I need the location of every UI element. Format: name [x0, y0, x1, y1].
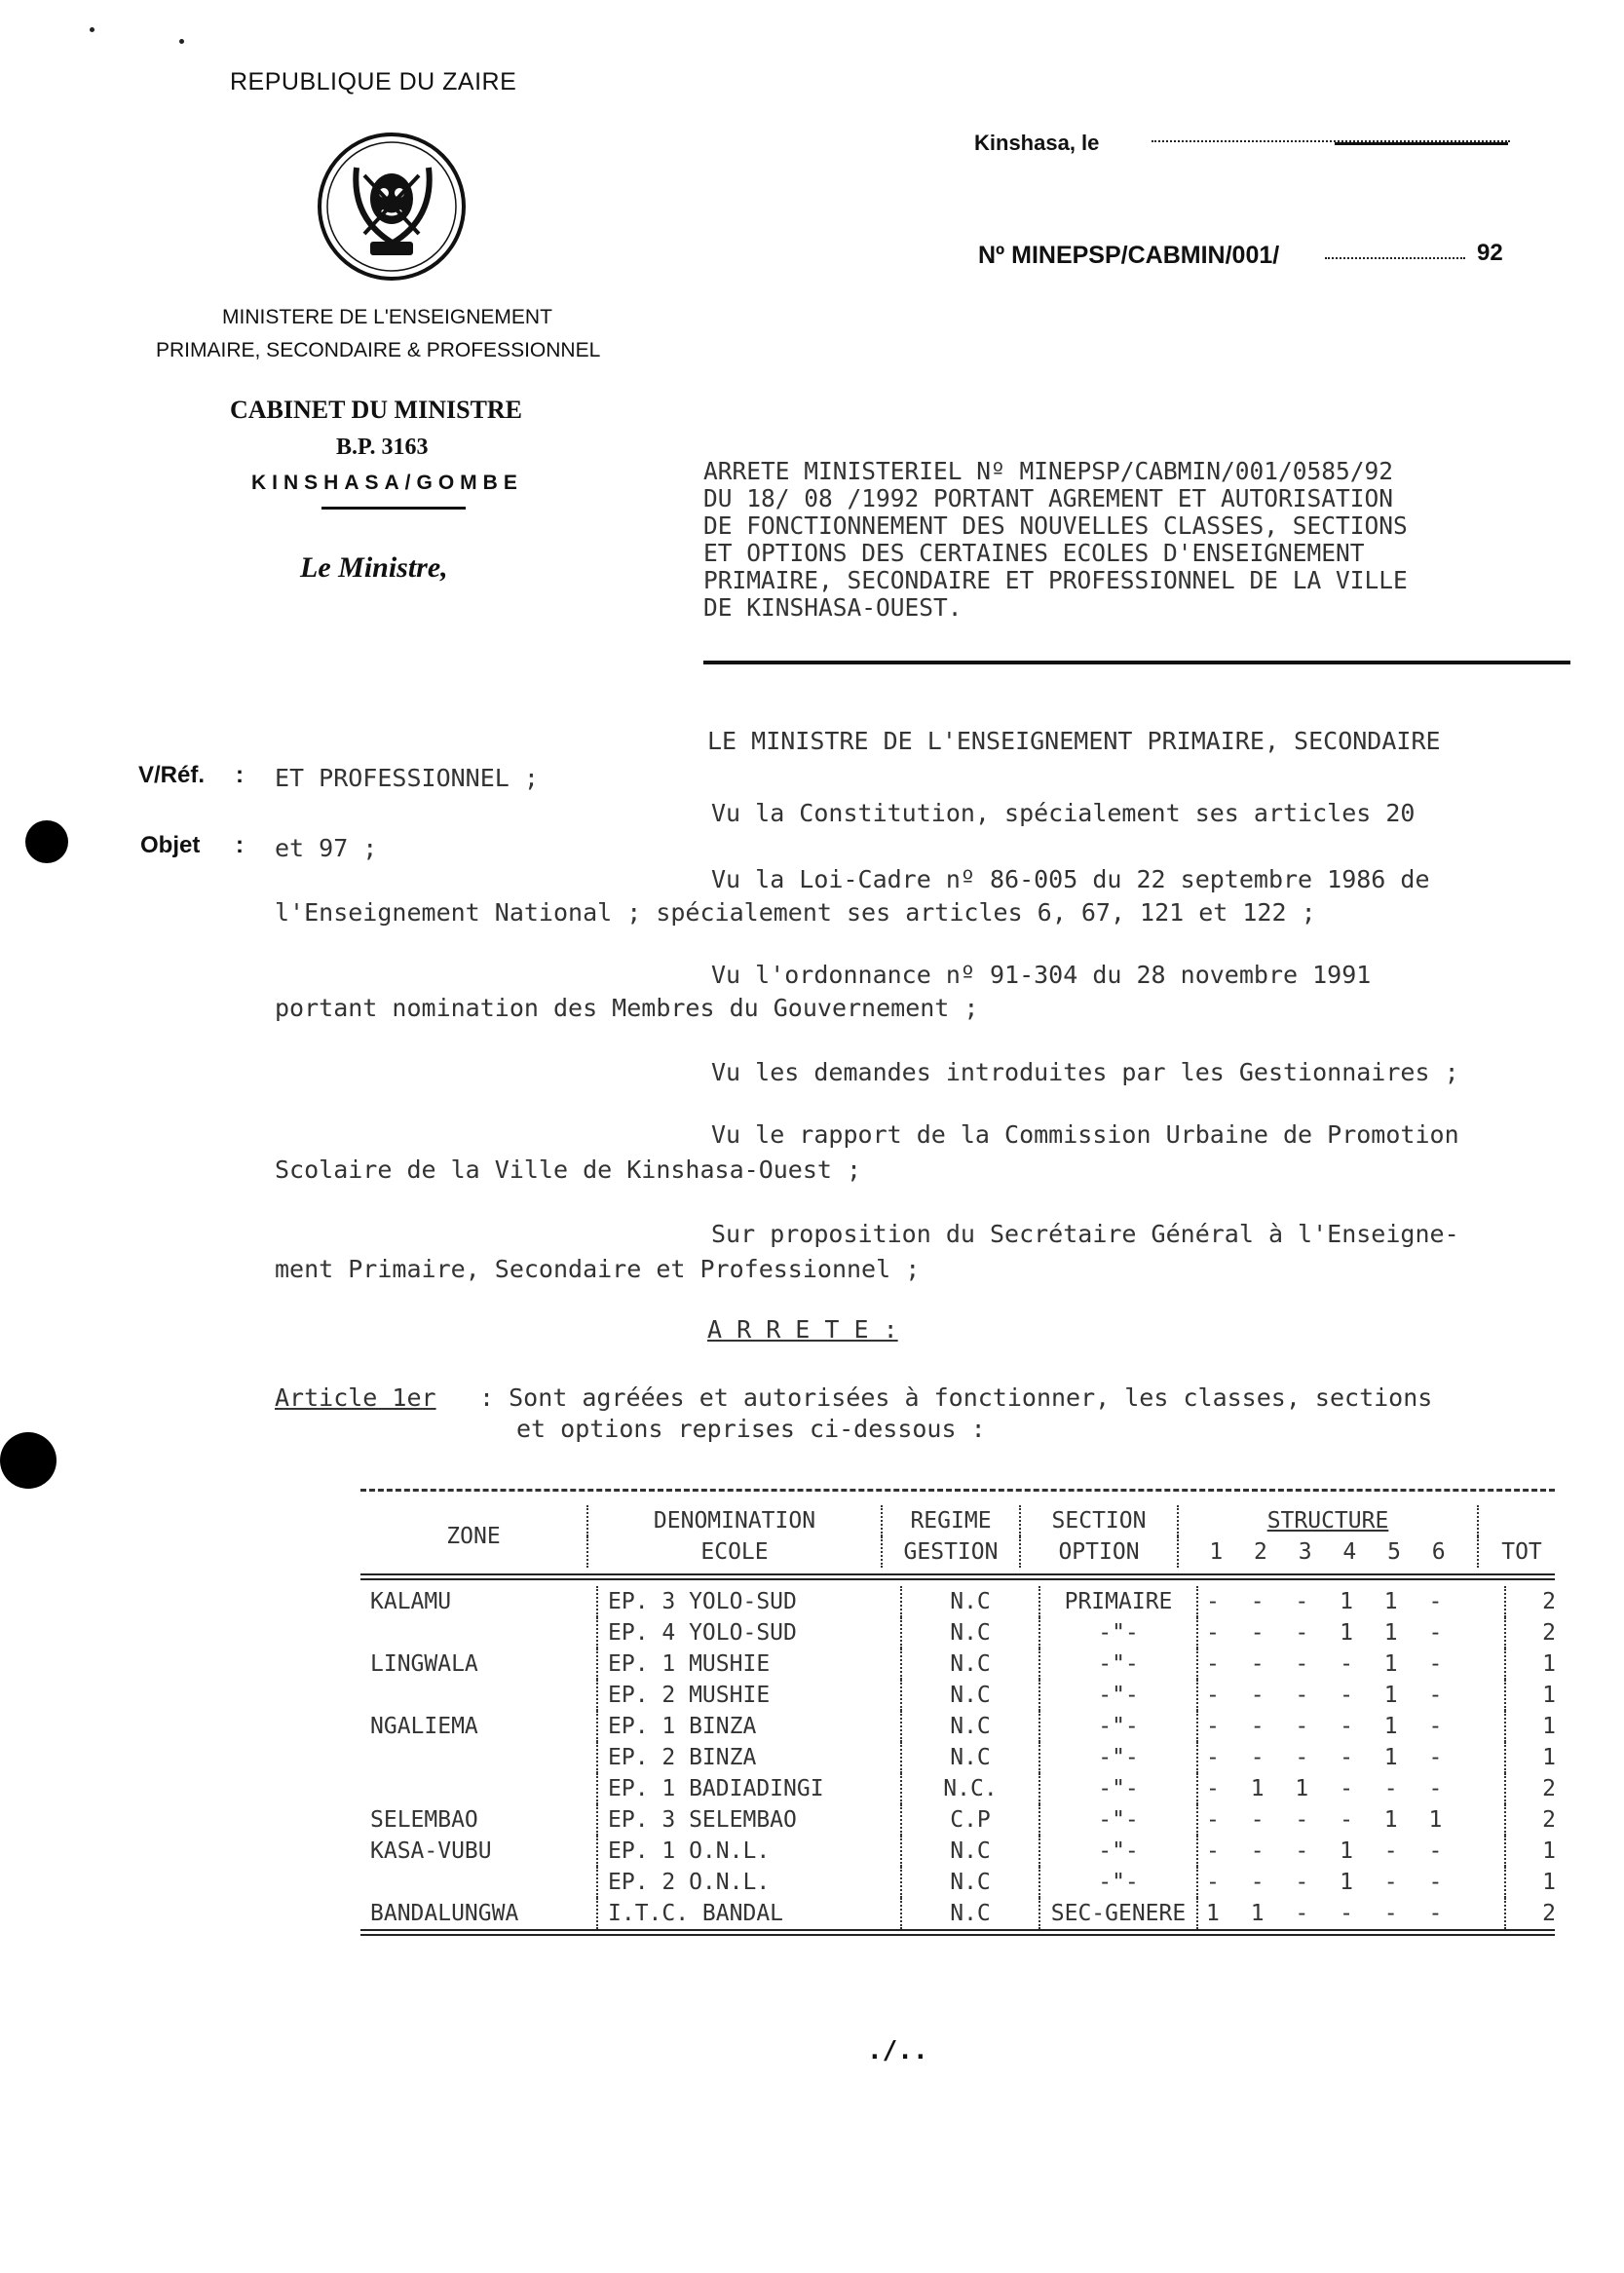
body-p6-left: Scolaire de la Ville de Kinshasa-Ouest ; [275, 1155, 862, 1184]
row-structure: - - - - 1 - [1197, 1742, 1505, 1773]
row-section: -"- [1039, 1711, 1197, 1742]
row-section: -"- [1039, 1836, 1197, 1867]
row-ecole: EP. 3 YOLO-SUD [597, 1586, 901, 1617]
row-zone [360, 1773, 597, 1804]
body-p7-left: ment Primaire, Secondaire et Professionnel ; [275, 1255, 921, 1283]
row-structure: - - - - 1 - [1197, 1711, 1505, 1742]
row-ecole: EP. 4 YOLO-SUD [597, 1617, 901, 1648]
body-p2-right: Vu la Constitution, spécialement ses articles 20 [711, 799, 1416, 827]
row-ecole: EP. 2 MUSHIE [597, 1680, 901, 1711]
row-tot: 1 [1505, 1836, 1592, 1867]
table-header [360, 1505, 1565, 1568]
row-regime: N.C [901, 1617, 1039, 1648]
coat-of-arms-emblem [314, 129, 470, 284]
row-zone [360, 1617, 597, 1648]
row-tot: 1 [1505, 1648, 1592, 1680]
row-ecole: EP. 2 BINZA [597, 1742, 901, 1773]
reference-number: Nº MINEPSP/CABMIN/001/ [978, 242, 1280, 269]
row-regime: N.C [901, 1898, 1039, 1929]
row-zone: KALAMU [370, 1589, 452, 1614]
row-structure: - - - - 1 1 [1197, 1804, 1505, 1836]
row-structure: - - - - 1 - [1197, 1648, 1505, 1680]
table-row [360, 1617, 1592, 1648]
row-tot: 1 [1505, 1711, 1592, 1742]
body-p3-left: l'Enseignement National ; spécialement ses articles 6, 67, 121 et 122 ; [275, 898, 1316, 927]
body-p1-right: LE MINISTRE DE L'ENSEIGNEMENT PRIMAIRE, SECONDAIRE [707, 727, 1441, 755]
row-section: -"- [1039, 1804, 1197, 1836]
row-ecole: EP. 1 BINZA [597, 1711, 901, 1742]
row-structure: - - - 1 1 - [1197, 1617, 1505, 1648]
table-row [360, 1836, 1592, 1867]
header-regime: REGIME [882, 1505, 1020, 1536]
row-regime: N.C [901, 1586, 1039, 1617]
row-section: -"- [1039, 1617, 1197, 1648]
header-ecole: ECOLE [587, 1536, 882, 1568]
table-header-rule [360, 1573, 1555, 1580]
speck-mark [90, 27, 94, 32]
date-solid-line [1335, 142, 1508, 145]
row-regime: N.C [901, 1836, 1039, 1867]
table-bottom-rule [360, 1929, 1555, 1936]
objet-colon: : [236, 832, 244, 858]
table-row [360, 1680, 1592, 1711]
row-ecole: EP. 1 BADIADINGI [597, 1773, 901, 1804]
row-tot: 1 [1505, 1742, 1592, 1773]
header-zone: ZONE [446, 1524, 501, 1549]
punch-hole-mark [25, 820, 68, 863]
table-row [360, 1742, 1592, 1773]
reference-dotted-line [1325, 257, 1465, 259]
row-zone: NGALIEMA [370, 1714, 478, 1739]
schools-table [360, 1489, 1555, 1936]
row-section: -"- [1039, 1742, 1197, 1773]
table-row [360, 1867, 1592, 1898]
ministry-line-2: PRIMAIRE, SECONDAIRE & PROFESSIONNEL [156, 339, 601, 361]
header-gestion: GESTION [882, 1536, 1020, 1568]
city-line: KINSHASA/GOMBE [251, 472, 523, 494]
signatory-title: Le Ministre, [300, 551, 448, 584]
city-underline [321, 507, 466, 510]
republic-title: REPUBLIQUE DU ZAIRE [230, 68, 517, 95]
header-tot: TOT [1478, 1536, 1565, 1568]
table-row [360, 1898, 1592, 1929]
row-regime: N.C [901, 1648, 1039, 1680]
row-tot: 2 [1505, 1773, 1592, 1804]
row-section: SEC-GENERE [1039, 1898, 1197, 1929]
row-tot: 2 [1505, 1586, 1592, 1617]
row-structure: - 1 1 - - - [1197, 1773, 1505, 1804]
table-row [360, 1773, 1592, 1804]
row-ecole: EP. 1 O.N.L. [597, 1836, 901, 1867]
vref-label: V/Réf. [138, 762, 206, 788]
header-structure-nums: 1 2 3 4 5 6 [1178, 1536, 1478, 1568]
arrete-title-block: ARRETE MINISTERIEL Nº MINEPSP/CABMIN/001/0585/92 DU 18/ 08 /1992 PORTANT AGREMENT ET AUTORISATION DE FONCTIONNEMENT DES NOUVELLES CLASSES, SECTIONS ET OPTIONS DES CERTAINES ECOLES D'ENSEIGNEMENT PRIMAIRE, SECONDAIRE ET PROFESSIONNEL DE LA VILLE DE KINSHASA-OUEST. [703, 457, 1408, 622]
article-line-2: et options reprises ci-dessous : [516, 1415, 986, 1443]
row-zone: BANDALUNGWA [370, 1901, 519, 1926]
vref-colon: : [236, 762, 244, 788]
row-zone: LINGWALA [370, 1651, 478, 1677]
row-zone [360, 1680, 597, 1711]
objet-label: Objet [140, 832, 201, 858]
row-ecole: EP. 2 O.N.L. [597, 1867, 901, 1898]
speck-mark [179, 39, 184, 44]
row-structure: - - - - 1 - [1197, 1680, 1505, 1711]
table-row [360, 1711, 1592, 1742]
body-p6-right: Vu le rapport de la Commission Urbaine de Promotion [711, 1120, 1459, 1149]
row-tot: 2 [1505, 1617, 1592, 1648]
body-p7-right: Sur proposition du Secrétaire Général à l'Enseigne- [711, 1220, 1459, 1248]
row-section: -"- [1039, 1648, 1197, 1680]
body-p4-left: portant nomination des Membres du Gouvernement ; [275, 994, 979, 1022]
body-p5-right: Vu les demandes introduites par les Gestionnaires ; [711, 1058, 1459, 1086]
row-structure: - - - 1 - - [1197, 1836, 1505, 1867]
cabinet-title: CABINET DU MINISTRE [230, 396, 523, 424]
row-ecole: I.T.C. BANDAL [597, 1898, 901, 1929]
row-zone [360, 1867, 597, 1898]
article-line-1: : Sont agréées et autorisées à fonctionner, les classes, sections [479, 1383, 1433, 1412]
place-date-label: Kinshasa, le [974, 131, 1100, 155]
row-regime: C.P [901, 1804, 1039, 1836]
punch-hole-mark [0, 1432, 57, 1489]
row-tot: 1 [1505, 1867, 1592, 1898]
row-tot: 2 [1505, 1804, 1592, 1836]
row-section: -"- [1039, 1680, 1197, 1711]
table-body [360, 1586, 1592, 1929]
arrete-title-underline [703, 661, 1570, 664]
ministry-line-1: MINISTERE DE L'ENSEIGNEMENT [222, 306, 552, 328]
header-structure: STRUCTURE [1178, 1505, 1478, 1536]
row-zone [360, 1742, 597, 1773]
row-section: -"- [1039, 1773, 1197, 1804]
row-section: PRIMAIRE [1039, 1586, 1197, 1617]
table-row [360, 1648, 1592, 1680]
header-denomination: DENOMINATION [587, 1505, 882, 1536]
row-tot: 1 [1505, 1680, 1592, 1711]
row-section: -"- [1039, 1867, 1197, 1898]
body-p3-right: Vu la Loi-Cadre nº 86-005 du 22 septembre 1986 de [711, 865, 1430, 893]
row-zone: SELEMBAO [370, 1807, 478, 1833]
body-p2-left: et 97 ; [275, 834, 378, 862]
table-row [360, 1804, 1592, 1836]
row-tot: 2 [1505, 1898, 1592, 1929]
row-structure: - - - 1 - - [1197, 1867, 1505, 1898]
arrete-heading: A R R E T E : [707, 1315, 898, 1344]
row-regime: N.C [901, 1742, 1039, 1773]
row-regime: N.C. [901, 1773, 1039, 1804]
row-regime: N.C [901, 1680, 1039, 1711]
postal-box: B.P. 3163 [336, 435, 429, 460]
reference-year: 92 [1477, 240, 1503, 266]
row-zone: KASA-VUBU [370, 1838, 492, 1864]
table-top-rule [360, 1489, 1555, 1492]
header-section: SECTION [1020, 1505, 1178, 1536]
header-option: OPTION [1020, 1536, 1178, 1568]
row-regime: N.C [901, 1867, 1039, 1898]
row-structure: - - - 1 1 - [1197, 1586, 1505, 1617]
row-ecole: EP. 1 MUSHIE [597, 1648, 901, 1680]
row-ecole: EP. 3 SELEMBAO [597, 1804, 901, 1836]
table-row [360, 1586, 1592, 1617]
row-regime: N.C [901, 1711, 1039, 1742]
body-p4-right: Vu l'ordonnance nº 91-304 du 28 novembre 1991 [711, 961, 1372, 989]
continuation-mark: ./.. [867, 2036, 928, 2065]
article-label: Article 1er [275, 1383, 436, 1412]
row-structure: 1 1 - - - - [1197, 1898, 1505, 1929]
body-p1-left: ET PROFESSIONNEL ; [275, 764, 539, 792]
